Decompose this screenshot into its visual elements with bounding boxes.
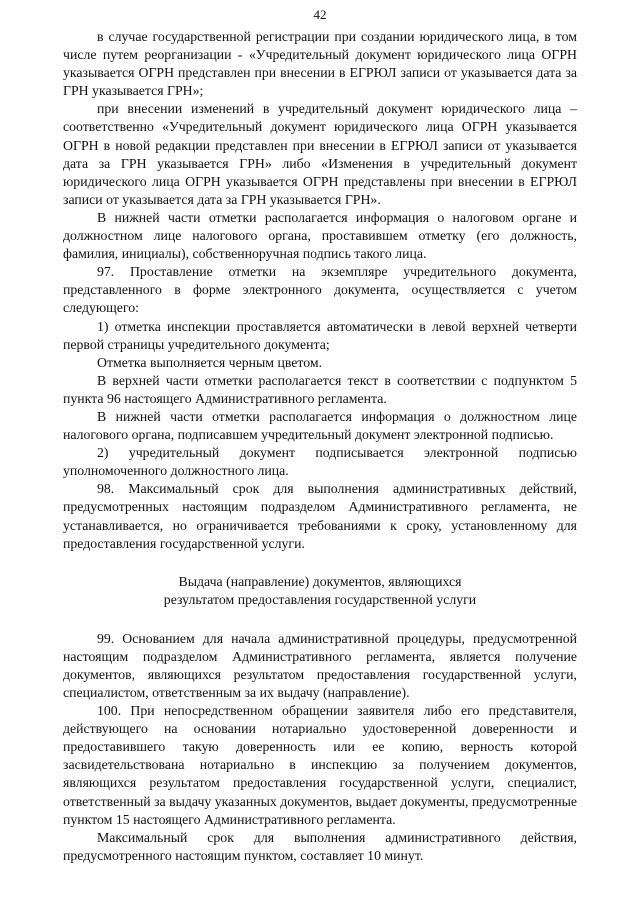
page-number: 42	[313, 7, 327, 22]
paragraph-mark-bottom-info: В нижней части отметки располагается информация о налоговом органе и должностном лице налогового органа, проставившем отметку (его должность, фамилия, инициалы), собственноручная подпись такого лица.	[63, 209, 577, 262]
paragraph-max-time: Максимальный срок для выполнения административного действия, предусмотренного настоящим пунктом, составляет 10 минут.	[63, 829, 577, 863]
paragraph-97-item-1: 1) отметка инспекции проставляется автоматически в левой верхней четверти первой страницы учредительного документа;	[63, 318, 577, 352]
section-heading-line-2: результатом предоставления государственной услуги	[163, 592, 477, 608]
paragraph-registration-creation: в случае государственной регистрации при создании юридического лица, в том числе путем реорганизации - «Учредительный документ юридического лица ОГРН указывается ОГРН представлен при внесении в ЕГРЮЛ записи от указывается дата за ГРН указывается ГРН»;	[63, 29, 577, 99]
paragraph-registration-changes: при внесении изменений в учредительный документ юридического лица – соответственно «Учредительный документ юридического лица ОГРН указывается ОГРН в новой редакции представлен при внесении в ЕГРЮЛ записи от указывается дата за ГРН указывается ГРН» либо «Изменения в учредительный документ юридического лица ОГРН указывается ОГРН представлены при внесении в ЕГРЮЛ записи от указывается дата за ГРН указывается ГРН».	[63, 101, 577, 207]
paragraph-97-item-2: 2) учредительный документ подписывается электронной подписью уполномоченного должностного лица.	[63, 445, 577, 479]
paragraph-98: 98. Максимальный срок для выполнения административных действий, предусмотренных настоящим подразделом Административного регламента, не устанавливается, но ограничивается требованиями к сроку, установленному для предоставления государственной услуги.	[63, 481, 577, 551]
section-heading-line-1: Выдача (направление) документов, являющихся	[178, 573, 462, 589]
paragraph-99: 99. Основанием для начала административной процедуры, предусмотренной настоящим подразделом Административного регламента, является получение документов, являющихся результатом предоставления государственной услуги, специалистом, ответственным за их выдачу (направление).	[63, 630, 577, 700]
paragraph-mark-top-text: В верхней части отметки располагается текст в соответствии с подпунктом 5 пункта 96 настоящего Административного регламента.	[63, 372, 577, 406]
section-heading	[63, 573, 577, 610]
paragraph-100: 100. При непосредственном обращении заявителя либо его представителя, действующего на основании нотариально удостоверенной доверенности и предоставившего такую доверенность или ее копию, верность которой засвидетельствована нотариально в инспекцию за получением документов, являющихся результатом предоставления государственной услуги, специалист, ответственный за выдачу указанных документов, выдает документы, предусмотренные пунктом 15 настоящего Административного регламента.	[63, 703, 577, 827]
paragraph-mark-bottom-signer: В нижней части отметки располагается информация о должностном лице налогового органа, подписавшем учредительный документ электронной подписью.	[63, 408, 577, 443]
paragraph-97: 97. Проставление отметки на экземпляре учредительного документа, представленного в форме электронного документа, осуществляется с учетом следующего:	[63, 264, 577, 316]
document-body	[63, 28, 577, 865]
paragraph-mark-color: Отметка выполняется черным цветом.	[97, 354, 323, 370]
